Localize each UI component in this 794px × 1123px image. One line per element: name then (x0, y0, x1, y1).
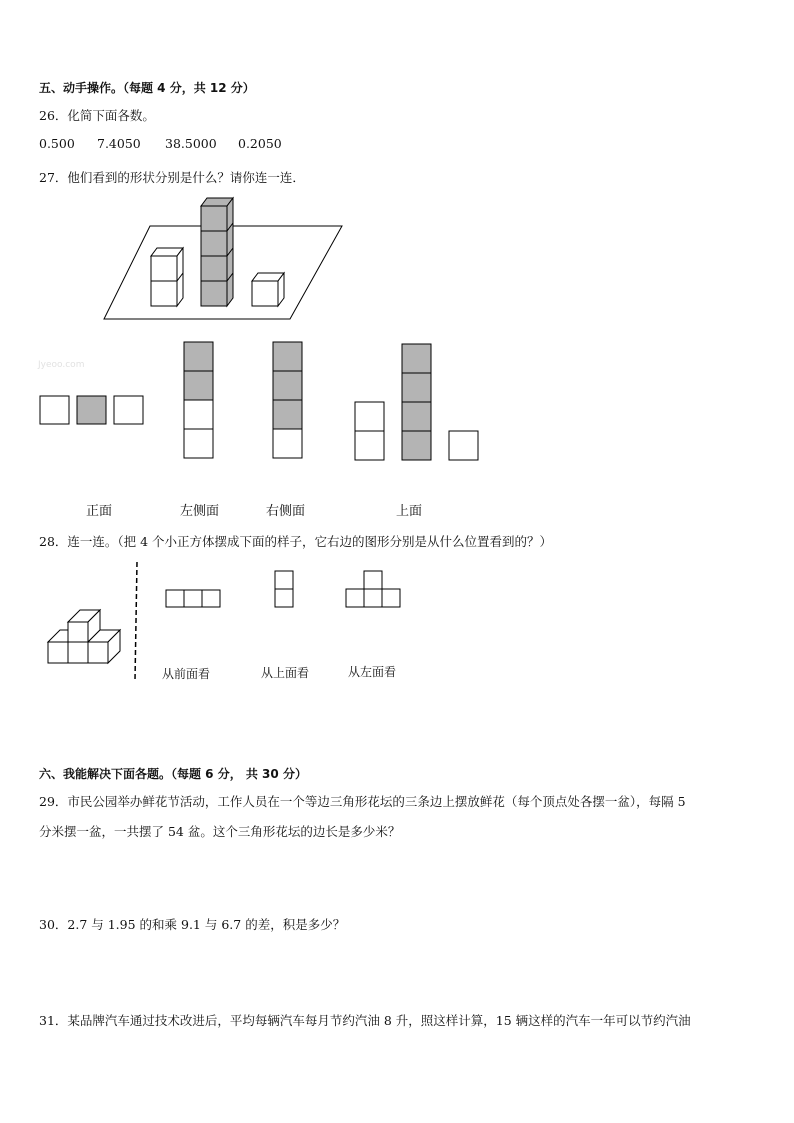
q30-prompt: 30．2.7 与 1.95 的和乘 9.1 与 6.7 的差，积是多少？ (39, 917, 346, 932)
q29-line-1: 29．市民公园举办鲜花节活动，工作人员在一个等边三角形花坛的三条边上摆放鲜花（每个顶点处各摆一盆），每隔 5 (39, 794, 686, 809)
watermark: Jyeoo.com (38, 360, 85, 370)
q28-prompt: 28．连一连。（把 4 个小正方体摆成下面的样子，它右边的图形分别是从什么位置看到的？） (39, 534, 553, 549)
label-left-side: 左侧面 (180, 504, 220, 519)
q26-number: 38.5000 (165, 136, 217, 151)
q27-prompt: 27．他们看到的形状分别是什么？请你连一连． (39, 170, 305, 185)
dashed-divider (135, 562, 137, 680)
q26-number: 7.4050 (97, 136, 141, 151)
label-from-top: 从上面看 (261, 666, 310, 680)
cube-arrangement (48, 610, 120, 663)
section-6-title: 六、我能解决下面各题。（每题 6 分， 共 30 分） (39, 767, 307, 781)
label-from-left: 从左面看 (348, 665, 397, 679)
label-right-side: 右侧面 (266, 504, 306, 519)
view-column-two (275, 571, 293, 607)
label-front: 正面 (86, 504, 113, 519)
label-from-front: 从前面看 (162, 667, 211, 681)
q26-number: 0.2050 (238, 136, 282, 151)
view-t-shape (346, 571, 400, 607)
section-5-title: 五、动手操作。（每题 4 分，共 12 分） (39, 81, 255, 95)
label-top: 上面 (396, 504, 423, 519)
q26-number: 0.500 (39, 136, 75, 151)
q29-line-2: 分米摆一盆，一共摆了 54 盆。这个三角形花坛的边长是多少米？ (39, 824, 401, 839)
view-row-three (166, 590, 220, 607)
q26-prompt: 26．化简下面各数。 (39, 108, 155, 123)
q31-prompt: 31．某品牌汽车通过技术改进后，平均每辆汽车每月节约汽油 8 升，照这样计算，15 辆这样的汽车一年可以节约汽油 (39, 1013, 691, 1028)
